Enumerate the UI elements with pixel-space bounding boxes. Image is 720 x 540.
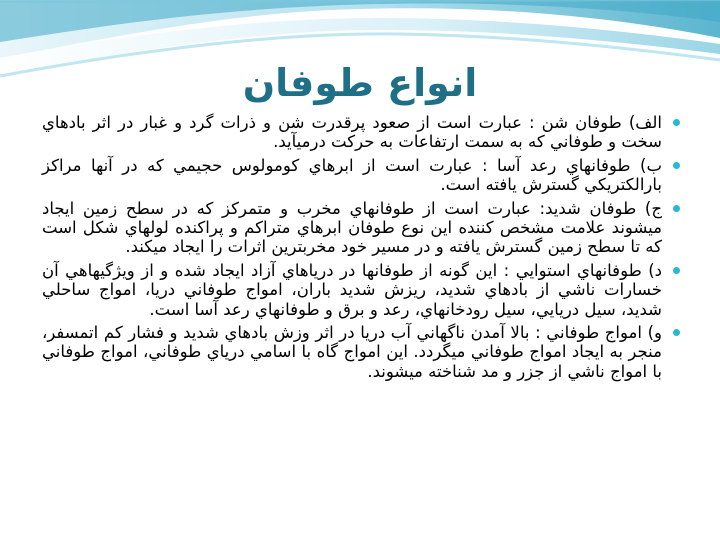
bullet-list: [42, 113, 682, 385]
list-item: [42, 199, 682, 257]
list-item-text: ب) طوفانهاي رعد آسا : عبارت است از ابرهاي كومولوس حجيمي كه در آنها مراكز بارالكتريكي گسترش يافته است.: [42, 155, 662, 195]
list-item-text: د) طوفانهاي استوايي : اين گونه از طوفانها در درياهاي آزاد ايجاد شده و از ويژگيهاهي آن خسارات ناشي از بادهاي شديد، ريزش شديد باران، امواج طوفاني دريا، امواج ساحلي شديد، سيل دريايي، سيل رودخانهاي، رعد و برق و طوفانهاي رعد آسا است.: [42, 260, 662, 319]
bullet-icon: [673, 205, 680, 212]
list-item-text: و) امواج طوفاني : بالا آمدن ناگهاني آب دريا در اثر وزش بادهاي شديد و فشار كم اتمسفر، منجر به ايجاد امواج طوفاني ميگردد. اين امواج گاه با اسامي درياي طوفاني، امواج طوفاني با امواج ناشي از جزر و مد شناخته ميشوند.: [42, 323, 662, 381]
bullet-icon: [673, 162, 680, 169]
list-item-text: ج) طوفان شديد: عبارت است از طوفانهاي مخرب و متمركز كه در سطح زمين ايجاد ميشوند علامت مشخص كننده اين نوع طوفان ابرهاي متراكم و پراكنده لولهاي شكل است كه تا سطح زمين گسترش يافته و در مسير خود مخربترين اثرات را ايجاد ميكند.: [42, 198, 662, 257]
bullet-icon: [673, 329, 680, 336]
slide-title: انواع طوفان: [242, 61, 478, 105]
list-item: [42, 156, 682, 195]
bullet-icon: [673, 119, 680, 126]
list-item: [42, 113, 682, 152]
list-item-text: الف) طوفان شن : عبارت است از صعود پرقدرت شن و ذرات گرد و غبار در اثر بادهاي سخت و طوفاني كه به سمت ارتفاعات به حركت درميآيد.: [42, 113, 662, 152]
list-item: [42, 323, 682, 381]
list-item: [42, 261, 682, 319]
bullet-icon: [673, 267, 680, 274]
